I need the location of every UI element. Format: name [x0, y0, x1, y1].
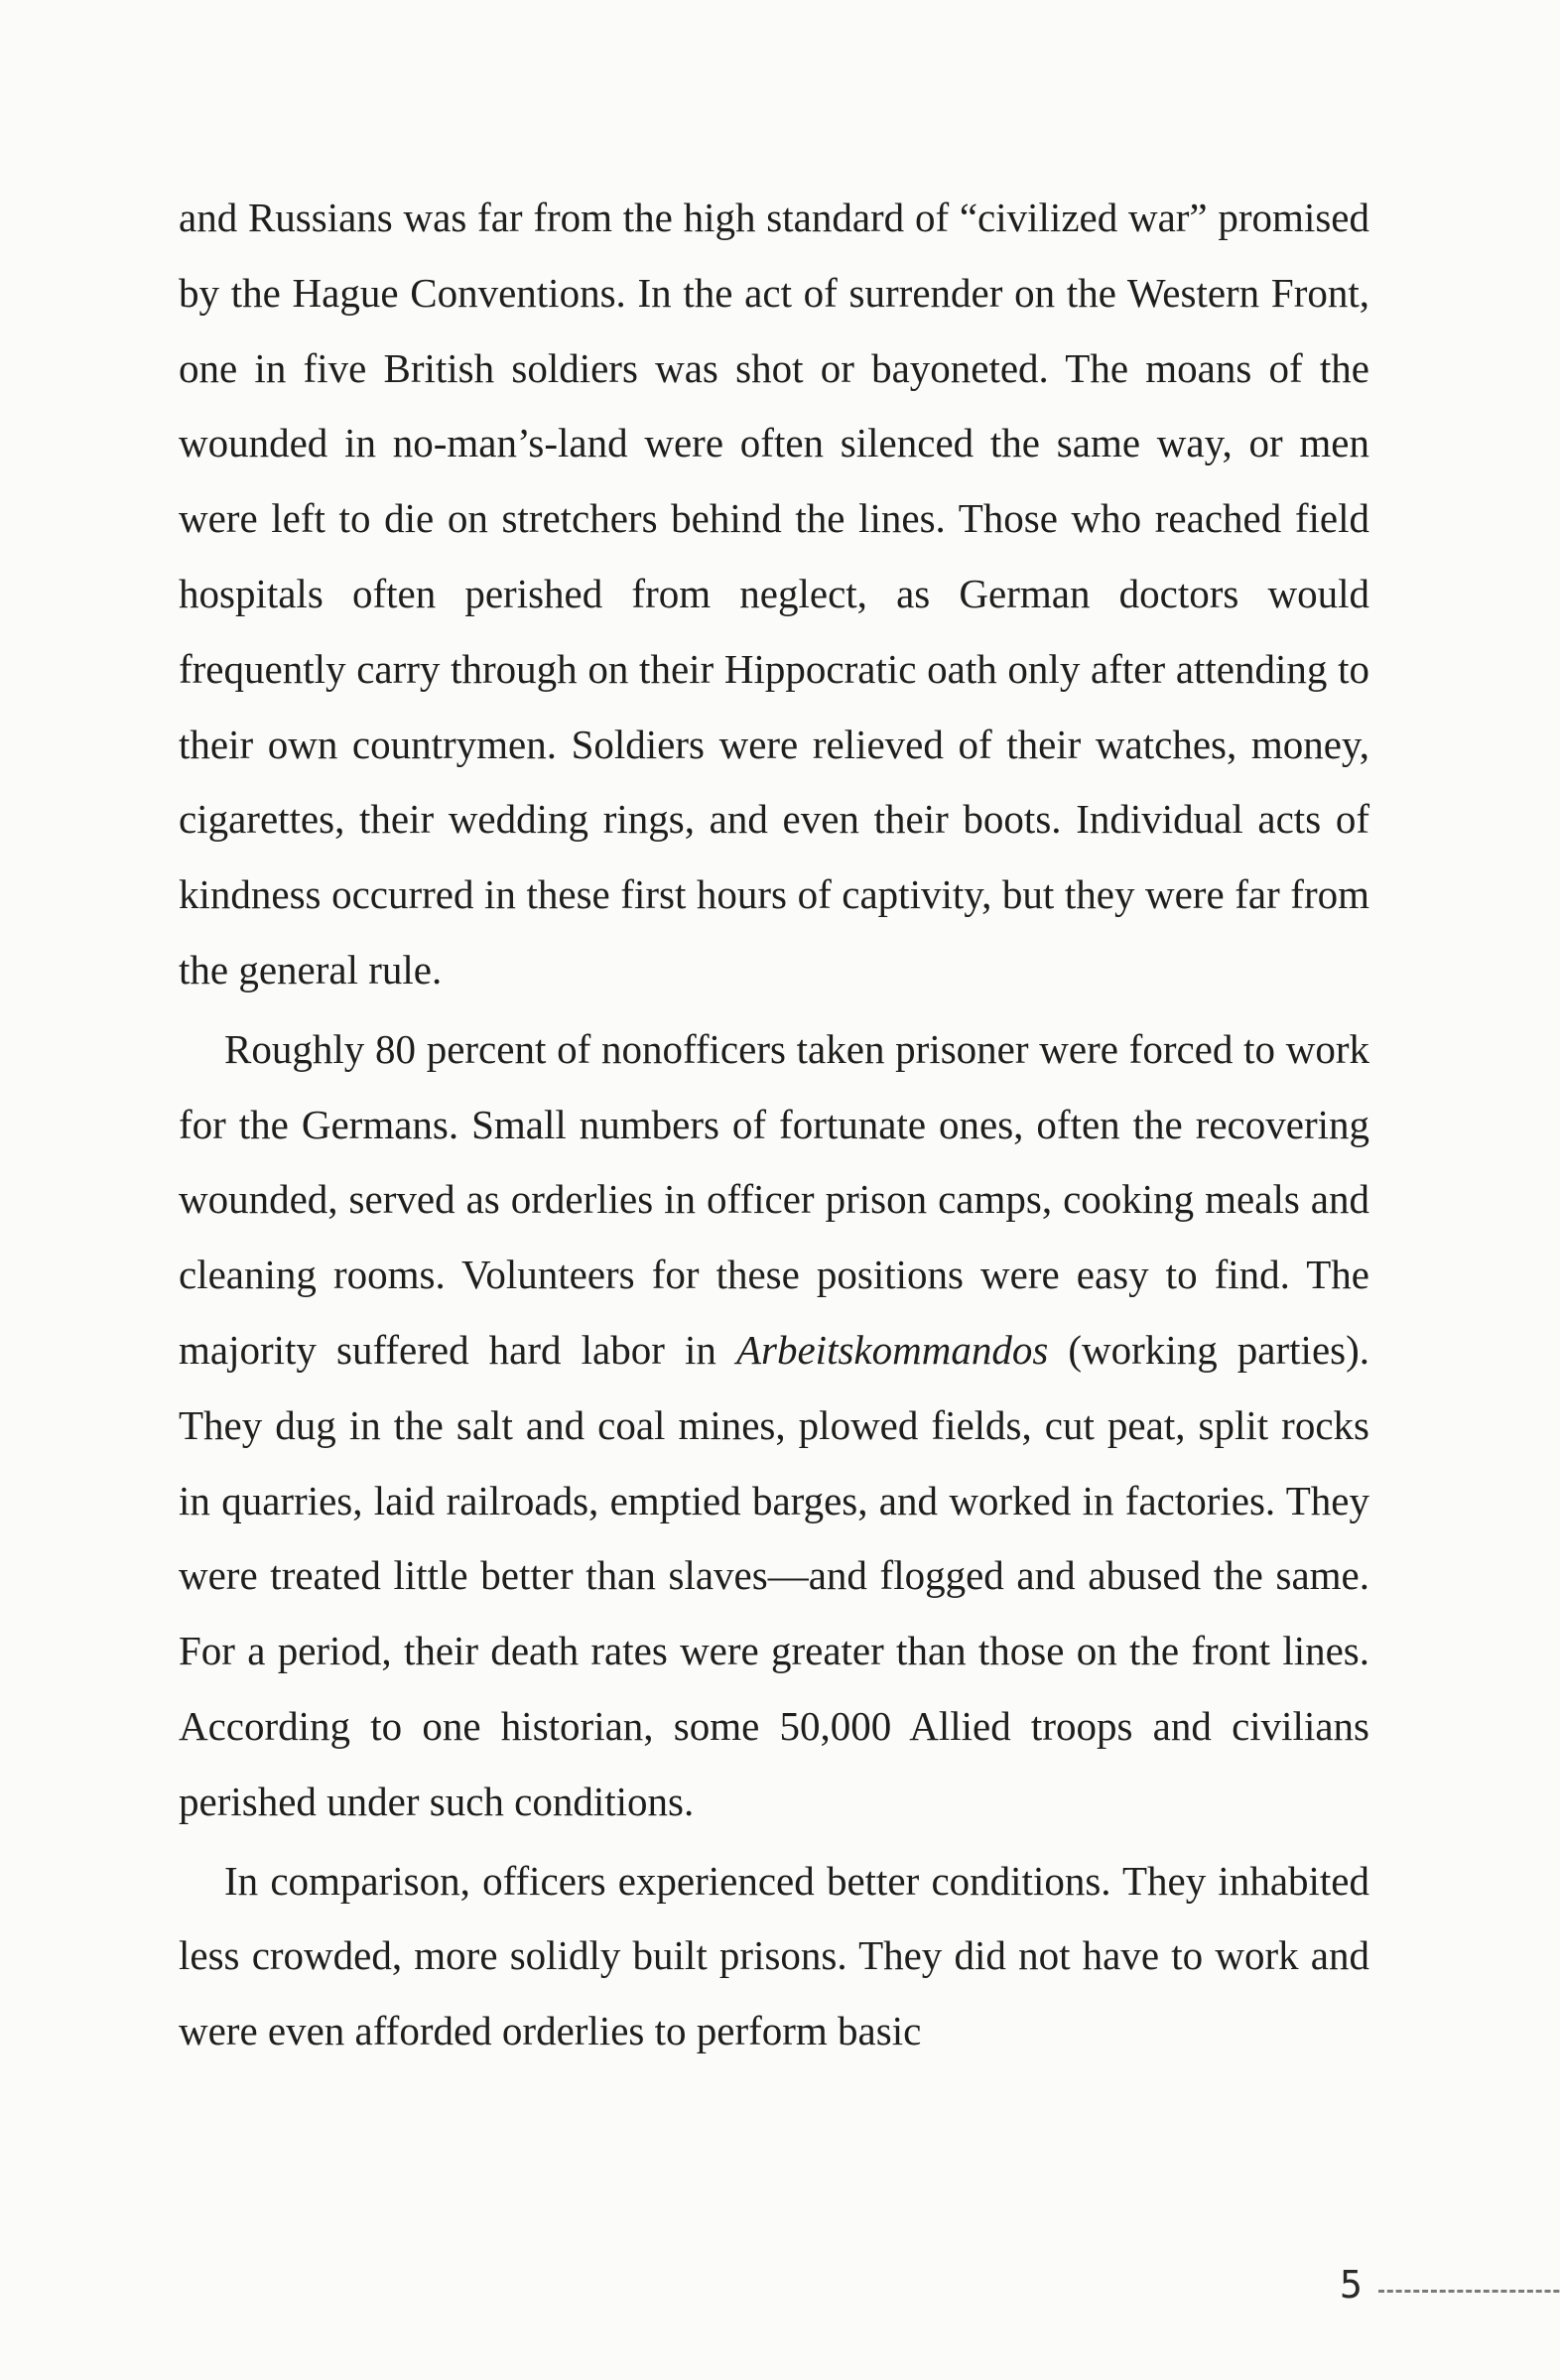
paragraph	[179, 1012, 1369, 1840]
italic-term: Arbeitskommandos	[735, 1326, 1049, 1373]
page-footer	[1340, 2255, 1560, 2314]
dashed-rule	[1378, 2290, 1560, 2293]
paragraph-continued: and Russians was far from the high standard of “civilized war” promised by the Hague Conventions. In the act of surrender on the Western Front, one in five British soldiers was shot or bayoneted. The moans of the wounded in no-man’s-land were often silenced the same way, or men were left to die on stretchers behind the lines. Those who reached field hospitals often perished from neglect, as German doctors would frequently carry through on their Hippocratic oath only after attending to their own countrymen. Soldiers were relieved of their watches, money, cigarettes, their wedding rings, and even their boots. Individual acts of kindness occurred in these first hours of captivity, but they were far from the general rule.	[179, 195, 1369, 992]
paragraph: In comparison, officers experienced better conditions. They inhabited less crowded, more solidly built prisons. They did not have to work and were even afforded orderlies to perform basic	[179, 1857, 1369, 2054]
page-number: 5	[1340, 2263, 1363, 2307]
paragraph-text: Roughly 80 percent of nonofficers taken prisoner were forced to work for the Germans. Small numbers of fortunate ones, often the recovering wounded, served as orderlies in officer prison camps, cooking meals and cleaning rooms. Volunteers for these positions were easy to find. The majority suffered hard labor in	[179, 1025, 1369, 1373]
body-text	[179, 181, 1369, 2069]
paragraph-text: (working parties). They dug in the salt and coal mines, plowed fields, cut peat, split rocks in quarries, laid railroads, emptied barges, and worked in factories. They were treated little better than slaves—and flogged and abused the same. For a period, their death rates were greater than those on the front lines. According to one historian, some 50,000 Allied troops and civilians perished under such conditions.	[179, 1326, 1369, 1824]
